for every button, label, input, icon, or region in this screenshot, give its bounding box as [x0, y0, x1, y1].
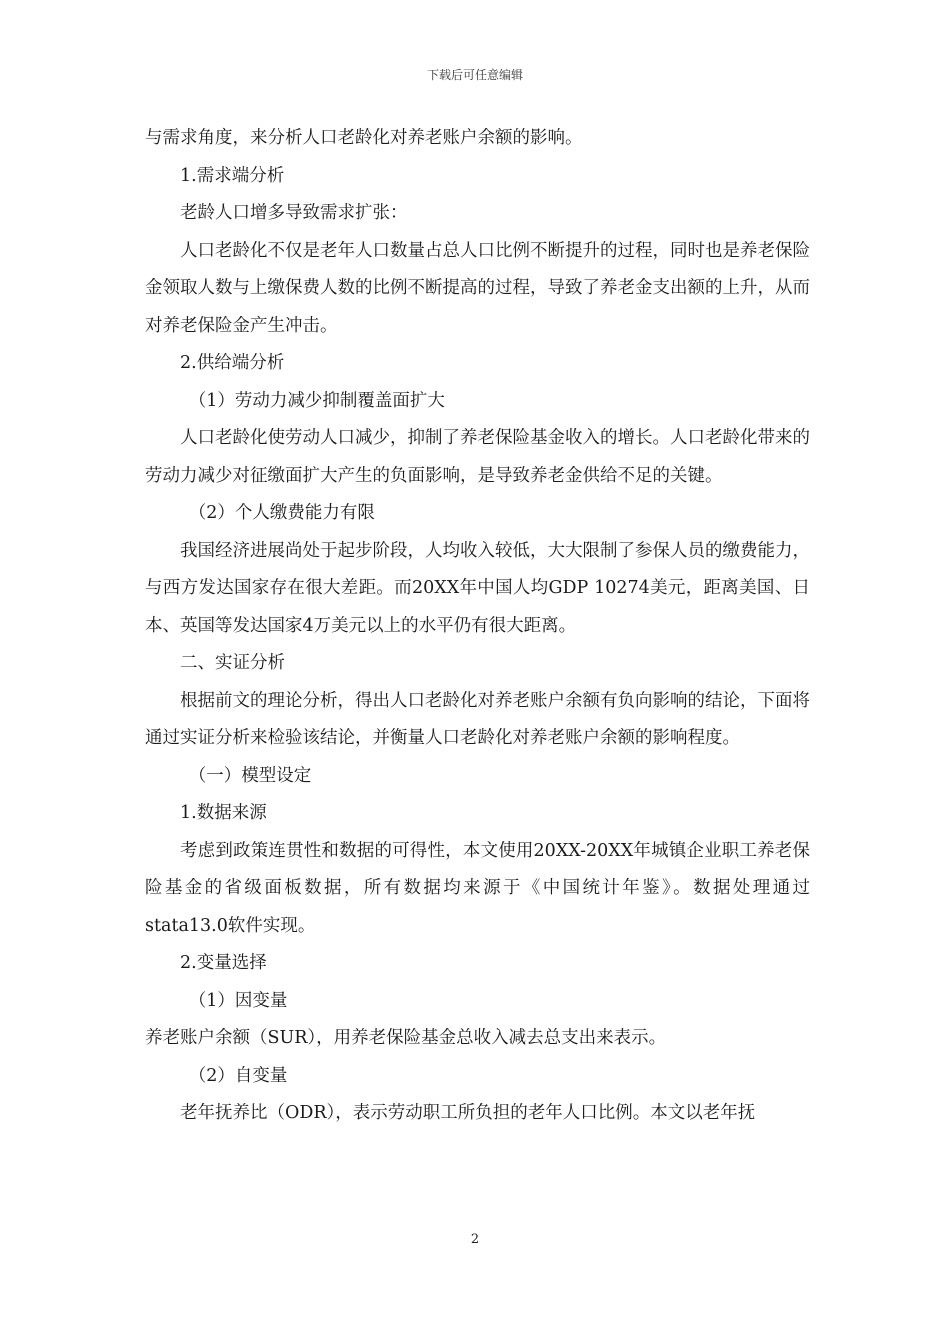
paragraph-labor-decrease: 人口老龄化使劳动人口减少，抑制了养老保险基金收入的增长。人口老龄化带来的劳动力减少对征缴面扩大产生的负面影响，是导致养老金供给不足的关键。: [145, 428, 810, 486]
subheading-data-source: 1.数据来源: [180, 803, 267, 823]
paragraph-demand-expansion: 人口老龄化不仅是老年人口数量占总人口比例不断提升的过程，同时也是养老保险金领取人数与上缴保费人数的比例不断提高的过程，导致了养老金支出额的上升，从而对养老保险金产生冲击。: [145, 240, 810, 336]
paragraph-data-source: 考虑到政策连贯性和数据的可得性，本文使用20XX-20XX年城镇企业职工养老保险基金的省级面板数据，所有数据均来源于《中国统计年鉴》。数据处理通过stata13.0软件实现。: [145, 840, 810, 936]
subheading-dependent-variable: （1）因变量: [188, 990, 288, 1011]
subheading-payment-capacity: （2）个人缴费能力有限: [188, 503, 375, 523]
subheading-model-setting: （一）模型设定: [188, 765, 312, 786]
heading-empirical-analysis: 二、实证分析: [180, 653, 285, 673]
subheading-independent-variable: （2）自变量: [188, 1065, 288, 1086]
subheading-variable-selection: 2.变量选择: [180, 953, 267, 973]
paragraph-dependent-variable: 养老账户余额（SUR），用养老保险基金总收入减去总支出来表示。: [145, 1028, 667, 1048]
page-number: 2: [470, 1232, 480, 1247]
paragraph-empirical-intro: 根据前文的理论分析，得出人口老龄化对养老账户余额有负向影响的结论，下面将通过实证分析来检验该结论，并衡量人口老龄化对养老账户余额的影响程度。: [145, 690, 810, 748]
paragraph-continuation: 与需求角度，来分析人口老龄化对养老账户余额的影响。: [145, 128, 583, 148]
subheading-supply-analysis: 2.供给端分析: [180, 353, 285, 373]
paragraph-payment-capacity: 我国经济进展尚处于起步阶段，人均收入较低，大大限制了参保人员的缴费能力，与西方发达国家存在很大差距。而20XX年中国人均GDP 10274美元，距离美国、日本、英国等发达国家4万美元以上的水平仍有很大距离。: [145, 540, 810, 636]
subheading-labor-decrease: （1）劳动力减少抑制覆盖面扩大: [188, 390, 445, 411]
body-text: [145, 120, 810, 1133]
paragraph-independent-variable: 老年抚养比（ODR），表示劳动职工所负担的老年人口比例。本文以老年抚: [180, 1103, 756, 1123]
paragraph-demand-expansion-title: 老龄人口增多导致需求扩张：: [180, 203, 408, 223]
page-header: 下载后可任意编辑: [426, 68, 523, 82]
subheading-demand-analysis: 1.需求端分析: [180, 165, 285, 186]
